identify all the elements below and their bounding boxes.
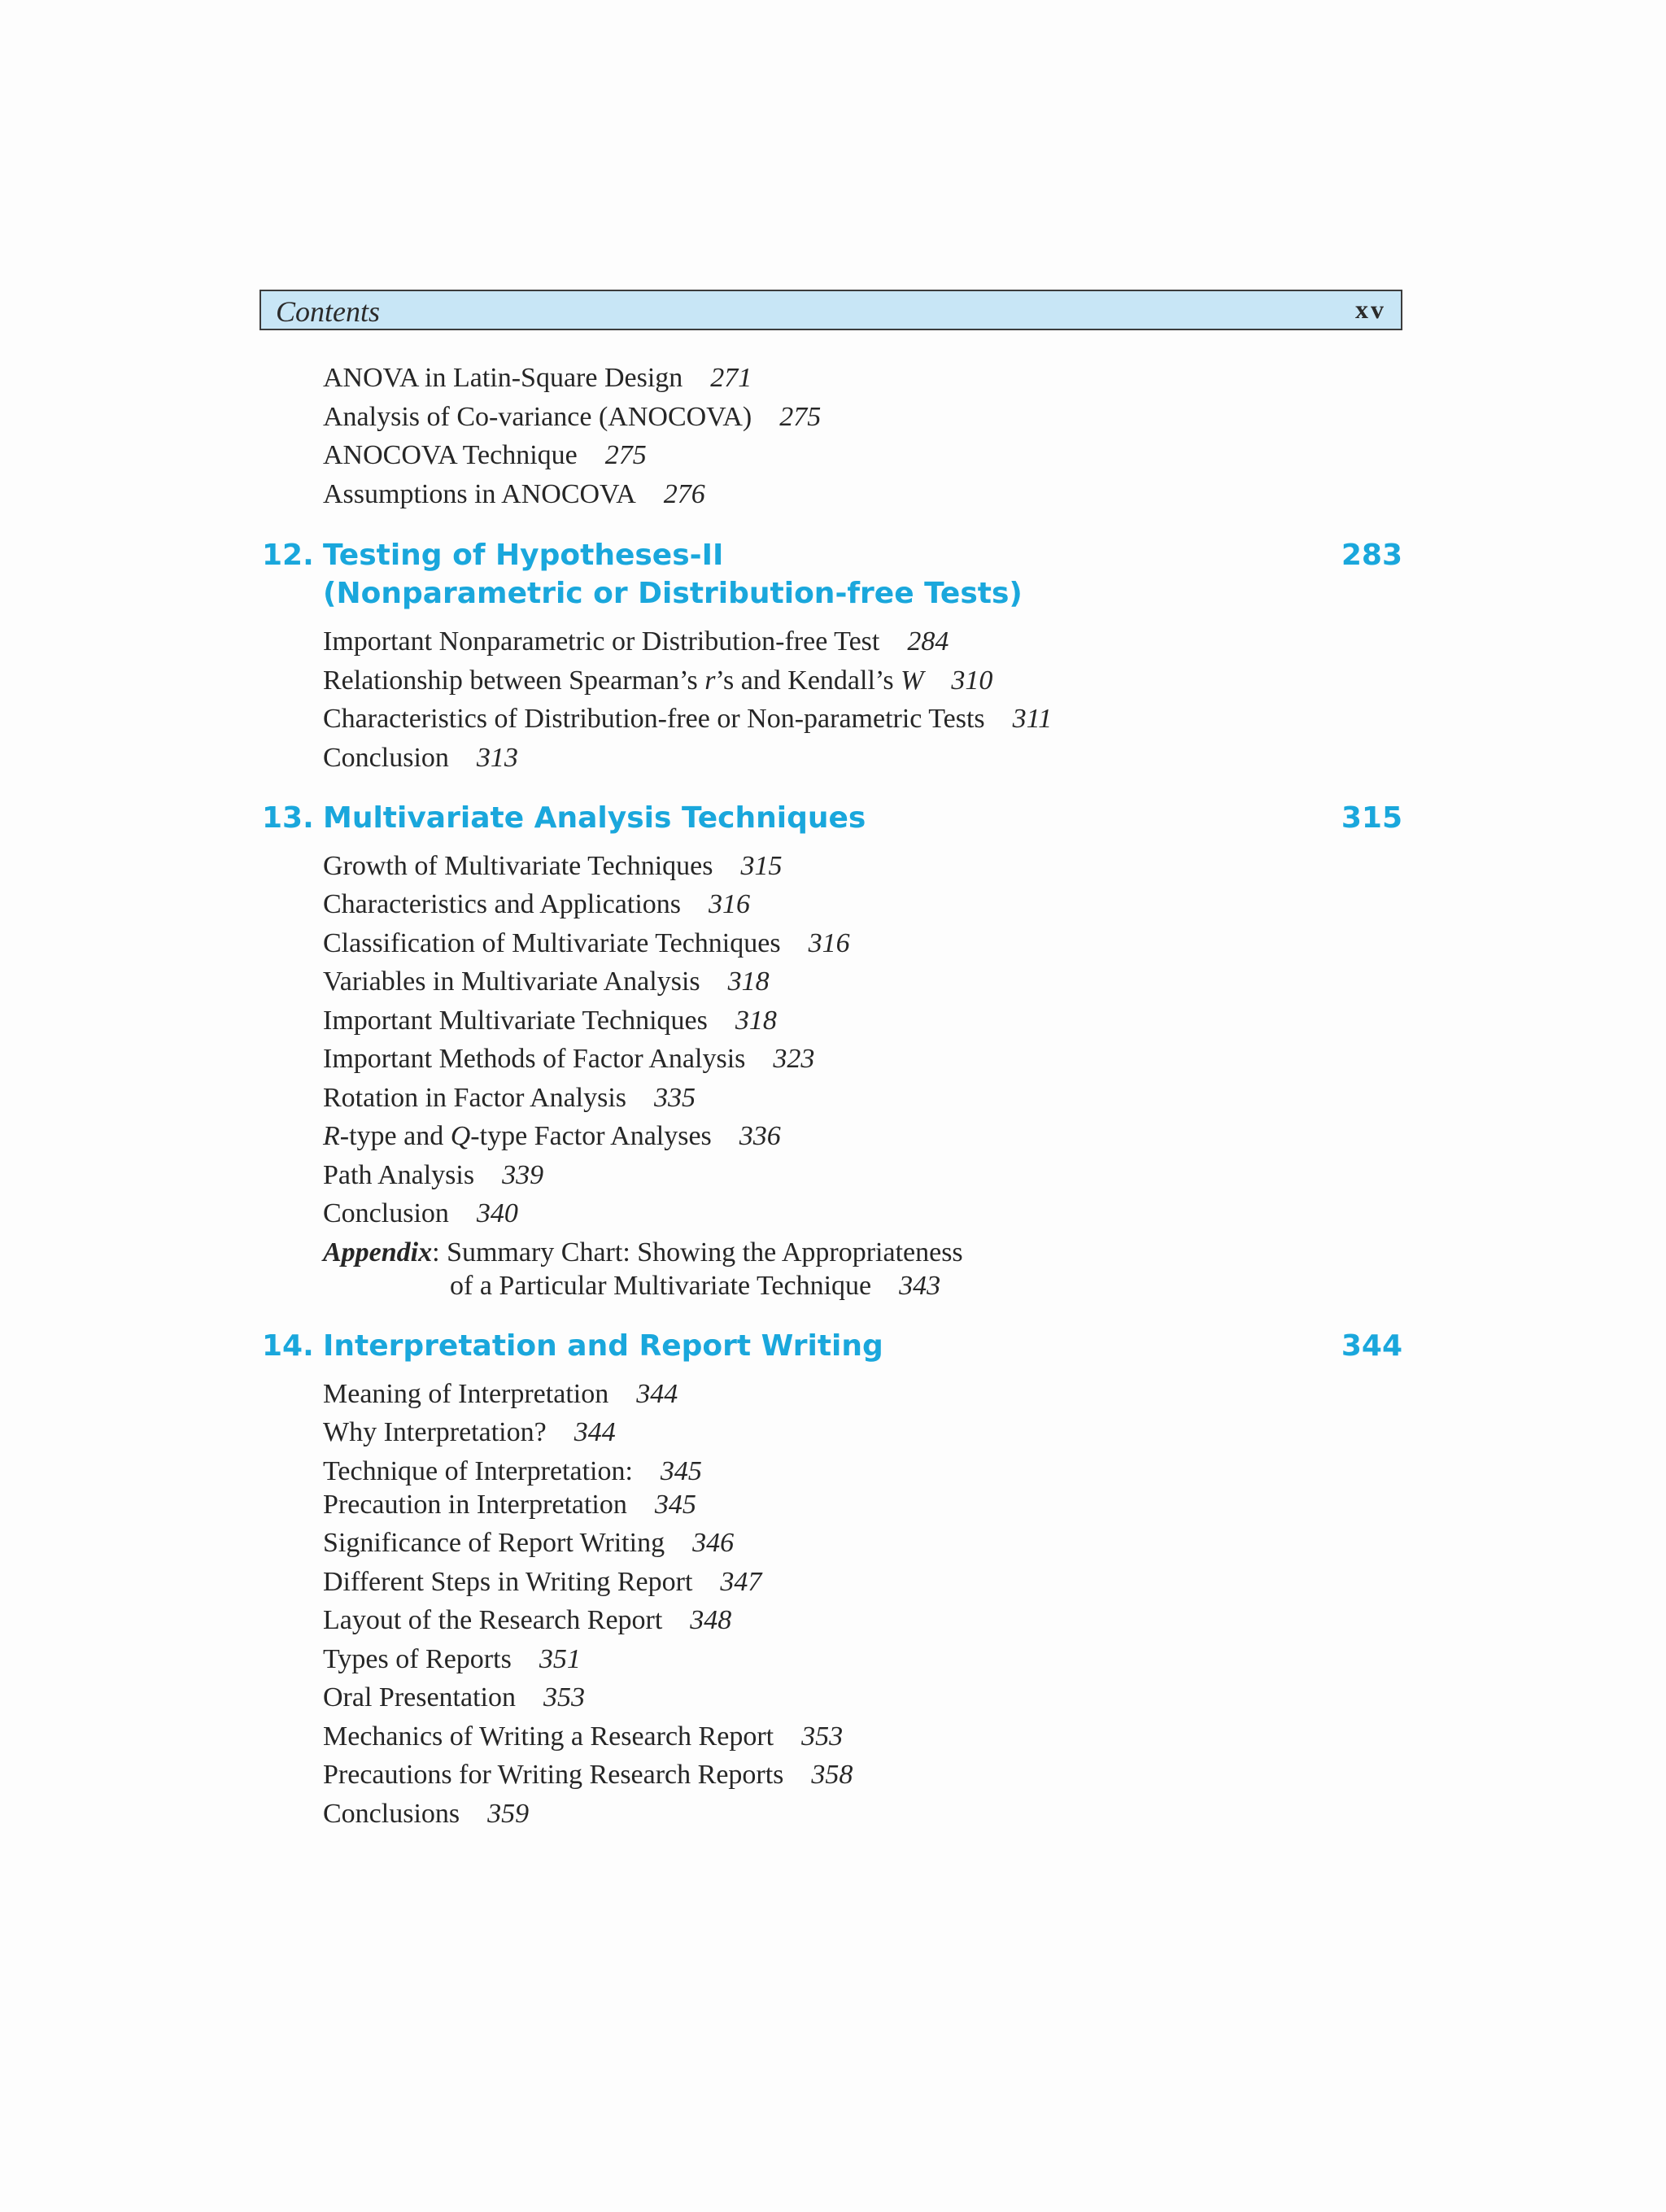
entry-page: 348 (690, 1605, 732, 1635)
toc-entry[interactable] (323, 705, 1052, 733)
entry-variable: W (901, 665, 924, 696)
appendix-line2-row (450, 1272, 940, 1300)
entry-title-post: -type Factor Analyses (470, 1121, 712, 1151)
entry-page: 359 (487, 1799, 530, 1829)
entry-page: 343 (899, 1271, 941, 1301)
entry-title-mid: ’s and Kendall’s (715, 665, 901, 696)
entry-page: 339 (502, 1160, 544, 1190)
entry-page: 310 (951, 665, 993, 696)
toc-entry[interactable] (323, 1045, 814, 1073)
entry-page: 345 (654, 1490, 696, 1520)
entry-page: 353 (543, 1682, 585, 1712)
entry-page: 351 (539, 1644, 581, 1674)
toc-entry[interactable] (323, 1491, 696, 1519)
toc-entry[interactable] (323, 1200, 518, 1228)
entry-title: Conclusions (323, 1799, 460, 1829)
entry-title: Path Analysis (323, 1160, 475, 1190)
entry-page: 315 (740, 851, 783, 881)
toc-entry[interactable] (323, 1684, 585, 1712)
entry-page: 340 (476, 1198, 518, 1228)
appendix-line2: of a Particular Multivariate Technique (450, 1271, 872, 1301)
entry-page: 276 (663, 479, 705, 509)
entry-title-pre: Relationship between Spearman’s (323, 665, 705, 696)
chapter-title: Testing of Hypotheses-II (323, 539, 724, 572)
entry-title: Mechanics of Writing a Research Report (323, 1721, 774, 1752)
chapter-title: Multivariate Analysis Techniques (323, 801, 866, 835)
entry-page: 271 (710, 363, 752, 393)
entry-page: 353 (801, 1721, 844, 1752)
toc-entry[interactable] (323, 891, 750, 918)
entry-title: Growth of Multivariate Techniques (323, 851, 713, 881)
entry-title-mid: -type and (339, 1121, 451, 1151)
entry-page: 313 (476, 743, 518, 773)
entry-title: Conclusion (323, 743, 449, 773)
toc-entry[interactable] (323, 1007, 777, 1035)
toc-entry[interactable] (323, 1419, 616, 1446)
toc-entry[interactable] (323, 1723, 843, 1751)
entry-title: Layout of the Research Report (323, 1605, 663, 1635)
entry-title: Important Methods of Factor Analysis (323, 1044, 746, 1074)
entry-title: Important Multivariate Techniques (323, 1006, 708, 1036)
entry-page: 358 (811, 1760, 853, 1790)
entry-page: 318 (727, 966, 770, 997)
entry-title: Precautions for Writing Research Reports (323, 1760, 784, 1790)
running-header (259, 290, 1402, 330)
chapter-page: 283 (1341, 539, 1402, 572)
entry-title: Why Interpretation? (323, 1417, 547, 1447)
entry-page: 275 (779, 402, 822, 432)
entry-title: Characteristics and Applications (323, 889, 681, 919)
entry-page: 344 (636, 1379, 678, 1409)
entry-title: Rotation in Factor Analysis (323, 1083, 627, 1113)
entry-page: 311 (1012, 704, 1053, 734)
chapter-page: 315 (1341, 801, 1402, 835)
entry-variable: Q (450, 1121, 471, 1151)
toc-entry[interactable] (323, 744, 518, 772)
appendix-label: Appendix (323, 1237, 433, 1267)
toc-entry[interactable] (323, 1529, 734, 1557)
toc-entry[interactable] (323, 1568, 761, 1596)
entry-page: 323 (773, 1044, 815, 1074)
toc-entry[interactable] (323, 404, 821, 431)
toc-entry[interactable] (323, 1084, 696, 1112)
entry-page: 284 (907, 626, 949, 657)
chapter-title: Interpretation and Report Writing (323, 1329, 883, 1363)
entry-title: Characteristics of Distribution-free or Non-parametric Tests (323, 704, 985, 734)
toc-entry[interactable] (323, 968, 770, 996)
entry-title: Oral Presentation (323, 1682, 516, 1712)
entry-title: ANOVA in Latin-Square Design (323, 363, 683, 393)
entry-page: 316 (808, 928, 850, 958)
toc-entry[interactable] (323, 364, 752, 392)
header-title: Contents (276, 295, 381, 328)
entry-title: Technique of Interpretation: (323, 1456, 633, 1486)
entry-page: 345 (660, 1456, 702, 1486)
toc-entry[interactable] (323, 628, 949, 656)
entry-title: Assumptions in ANOCOVA (323, 479, 636, 509)
entry-page: 346 (692, 1528, 735, 1558)
toc-entry[interactable] (323, 667, 992, 695)
entry-page: 336 (739, 1121, 781, 1151)
toc-entry[interactable] (323, 1800, 529, 1828)
toc-entry[interactable] (323, 1458, 702, 1486)
toc-entry[interactable] (323, 442, 647, 469)
entry-variable: R (323, 1121, 340, 1151)
entry-title: Analysis of Co-variance (ANOCOVA) (323, 402, 752, 432)
appendix-entry[interactable] (323, 1237, 963, 1301)
entry-title: Important Nonparametric or Distribution-free Test (323, 626, 880, 657)
entry-variable: r (704, 665, 716, 696)
entry-page: 316 (709, 889, 750, 919)
chapter-page: 344 (1341, 1329, 1402, 1363)
entry-title: Classification of Multivariate Techniques (323, 928, 781, 958)
toc-entry[interactable] (323, 481, 705, 508)
entry-title: Precaution in Interpretation (323, 1490, 627, 1520)
chapter-subtitle: (Nonparametric or Distribution-free Tests) (323, 577, 1023, 610)
entry-title: Significance of Report Writing (323, 1528, 665, 1558)
toc-entry[interactable] (323, 1646, 581, 1673)
toc-entry[interactable] (323, 1123, 781, 1150)
entry-page: 275 (604, 440, 647, 470)
entry-page: 318 (735, 1006, 777, 1036)
toc-entry[interactable] (323, 930, 850, 958)
entry-page: 344 (574, 1417, 616, 1447)
entry-page: 347 (720, 1567, 762, 1597)
entry-title: Meaning of Interpretation (323, 1379, 609, 1409)
chapter-number: 13. (262, 801, 314, 835)
entry-title: Conclusion (323, 1198, 449, 1228)
entry-page: 335 (654, 1083, 696, 1113)
entry-title: Types of Reports (323, 1644, 512, 1674)
chapter-number: 14. (262, 1329, 314, 1363)
entry-title: Variables in Multivariate Analysis (323, 966, 700, 997)
toc-entry[interactable] (323, 1761, 853, 1789)
toc-entry[interactable] (323, 853, 783, 880)
entry-title: ANOCOVA Technique (323, 440, 578, 470)
toc-entry[interactable] (323, 1381, 678, 1408)
toc-entry[interactable] (323, 1607, 731, 1634)
appendix-line1: : Summary Chart: Showing the Appropriateness (432, 1237, 963, 1267)
entry-title: Different Steps in Writing Report (323, 1567, 693, 1597)
header-page-number: xv (1355, 294, 1386, 324)
chapter-number: 12. (262, 539, 314, 572)
toc-entry[interactable] (323, 1162, 543, 1189)
